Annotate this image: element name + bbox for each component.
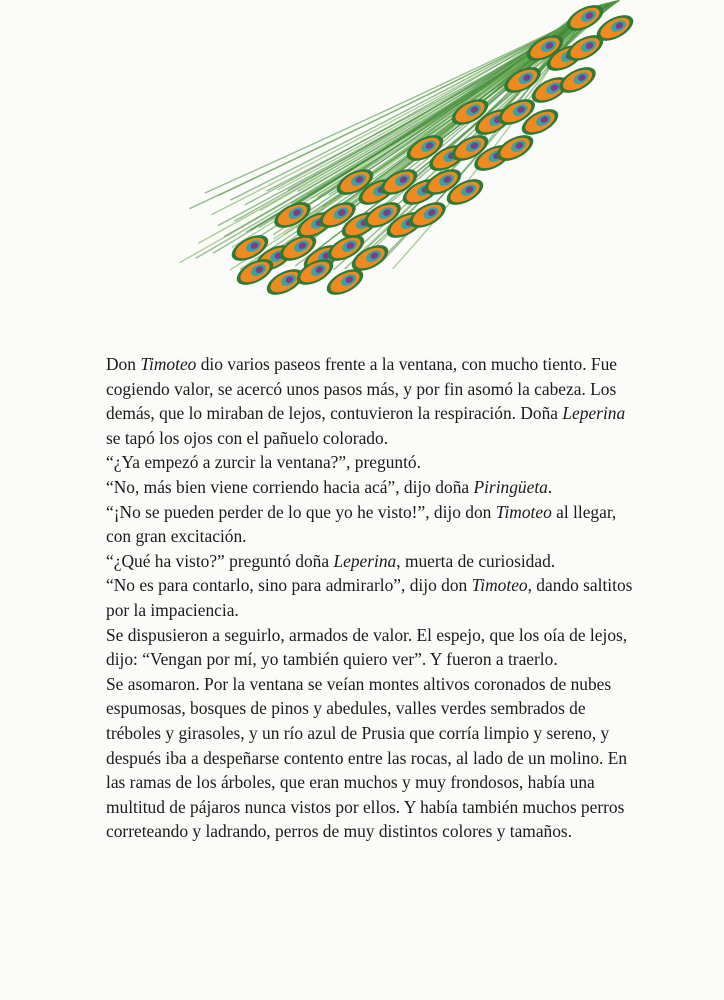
text-run: , dando saltitos por la impaciencia. [106, 575, 633, 620]
text-run: “¿Qué ha visto?” preguntó doña [106, 550, 334, 571]
character-name: Timoteo [140, 354, 197, 374]
character-name: Piringüeta [473, 476, 548, 497]
paragraph [106, 672, 636, 844]
paragraph [106, 450, 636, 475]
character-name: Leperina [333, 550, 397, 571]
text-run: Se asomaron. Por la ventana se veían montes altivos coronados de nubes espumosas, bosques de pinos y abedules, valles verdes sembrados de tréboles y girasoles, y un río azul de Prusia que corría limpio y sereno, y después iba a despeñarse contento entre las rocas, al lado de un molino. En las ramas de los árboles, que eran muchos y muy frondosos, había una multitud de pájaros nunca vistos por ellos. Y había también muchos perros correteando y ladrando, perros de muy distintos colores y tamaños. [106, 673, 628, 842]
text-run: Se dispusieron a seguirlo, armados de valor. El espejo, que los oía de lejos, dijo: “Vengan por mí, yo también quiero ver”. Y fueron a traerlo. [106, 624, 628, 670]
text-run: “No es para contarlo, sino para admirarlo”, dijo don [106, 575, 472, 596]
character-name: Leperina [562, 403, 626, 424]
paragraph [106, 623, 636, 672]
text-run: “¡No se pueden perder de lo que yo he visto!”, dijo don [106, 501, 496, 522]
text-run: “No, más bien viene corriendo hacia acá”, dijo doña [106, 476, 474, 497]
character-name: Timoteo [471, 575, 528, 596]
paragraph [106, 475, 636, 500]
peacock-tail-illustration [0, 0, 724, 330]
text-run: “¿Ya empezó a zurcir la ventana?”, preguntó. [106, 452, 421, 473]
text-run: al llegar, con gran excitación. [106, 501, 617, 547]
text-run: . [547, 476, 553, 497]
paragraph [106, 352, 636, 450]
paragraph [106, 573, 636, 622]
story-text [106, 352, 636, 844]
feather-eyes [228, 0, 638, 300]
text-run: dio varios paseos frente a la ventana, con mucho tiento. Fue cogiendo valor, se acercó unos pasos más, y por fin asomó la cabeza. Los demás, que lo miraban de lejos, contuvieron la respiración. Doña [106, 354, 617, 424]
paragraph [106, 500, 636, 549]
paragraph [106, 549, 636, 574]
character-name: Timoteo [495, 501, 552, 522]
text-run: Don [106, 354, 141, 374]
text-run: , muerta de curiosidad. [396, 550, 556, 571]
text-run: se tapó los ojos con el pañuelo colorado. [106, 427, 389, 448]
